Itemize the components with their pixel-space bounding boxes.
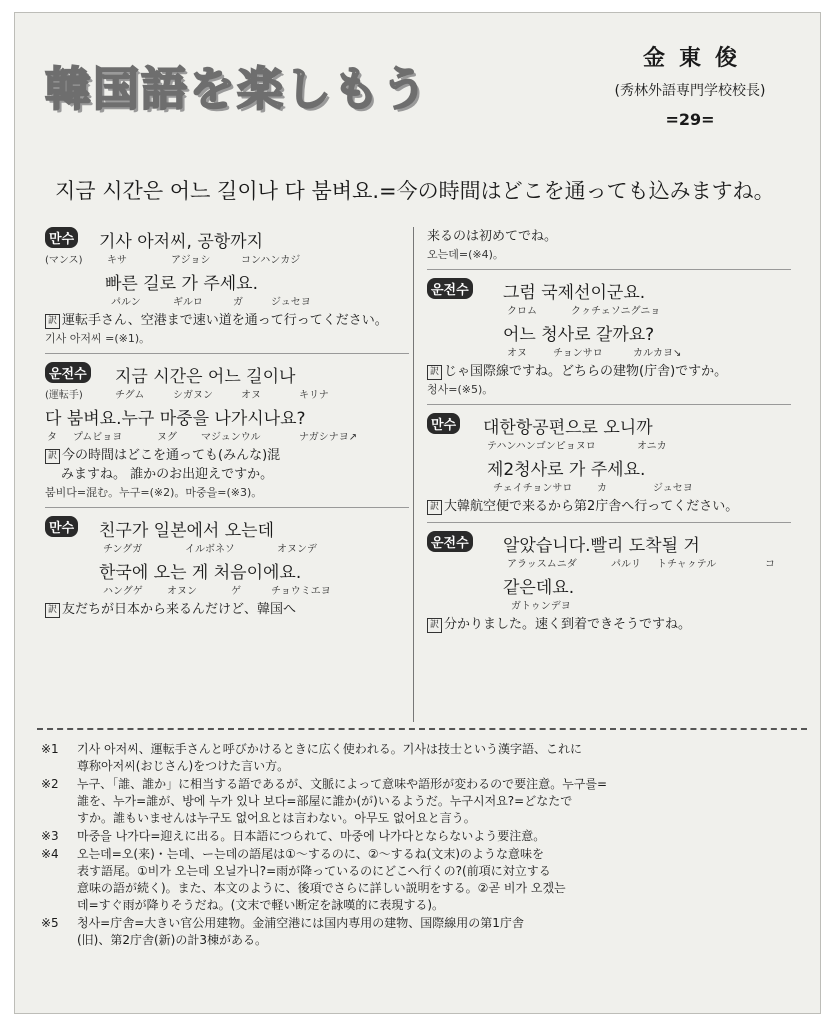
korean-text: 지금 시간은 어느 길이나: [115, 367, 296, 387]
reading-word: イルボネソ: [185, 544, 235, 555]
korean-line: [45, 404, 409, 428]
footnote-mark: ※3: [41, 829, 59, 843]
reading-line: [45, 540, 409, 558]
footnote-2: [41, 776, 801, 827]
vocab-note: 붐비다=混む。누구=(※2)。마중을=(※3)。: [45, 486, 263, 499]
korean-text: 다 붐벼요.누구 마중을 나가시나요?: [45, 409, 306, 429]
lesson-headline: 지금 시간은 어느 길이나 다 붐벼요.=今の時間はどこを通っても込みますね。: [55, 179, 775, 203]
translation-text: 友だちが日本から来るんだけど、韓国へ: [62, 602, 297, 617]
speaker-badge-mansu: 만수: [45, 227, 78, 248]
korean-text: 대한항공편으로 오니까: [483, 418, 653, 438]
author-affiliation: (秀林外語専門学校校長): [614, 83, 766, 99]
block-separator: [427, 269, 791, 270]
footnote-line: 오는데=오(来)・는데、ー는데の語尾は①〜するのに、②〜するね(文末)のような意味を: [77, 847, 545, 861]
japanese-translation-cont: みますね。 誰かのお出迎えですか。: [61, 467, 274, 482]
korean-text: 한국에 오는 게 처음이에요.: [99, 563, 302, 583]
korean-text: 제2청사로 가 주세요.: [487, 460, 646, 480]
reading-word: オヌ: [507, 348, 527, 359]
footnotes: [41, 741, 801, 950]
korean-line: [427, 413, 791, 437]
right-column: [427, 227, 791, 634]
footnote-text: [77, 828, 801, 845]
footnote-line: 기사 아저씨、運転手さんと呼びかけるときに広く使われる。기사は技士という漢字語、これに: [77, 742, 582, 756]
footnote-4: [41, 846, 801, 914]
block-separator: [427, 404, 791, 405]
reading-line: [427, 302, 791, 320]
korean-line: [45, 227, 409, 251]
translation-text: 分かりました。速く到着できそうですね。: [444, 617, 692, 632]
column-divider: [413, 227, 414, 722]
reading-word: クロム: [507, 306, 537, 317]
reading-word: チョウミエヨ: [271, 586, 331, 597]
reading-word: テハンハンゴンピョヌロ: [487, 441, 596, 452]
dialogue-block-3: [45, 516, 409, 619]
korean-text: 빠른 길로 가 주세요.: [105, 274, 258, 294]
reading-word: オヌ: [241, 390, 261, 401]
reading-word: アジョシ: [171, 255, 211, 266]
footnote-divider: [37, 728, 807, 730]
reading-word: コンハンカジ: [241, 255, 301, 266]
reading-word: ヌグ: [157, 432, 177, 443]
reading-word: クㇰチェソニグニョ: [571, 306, 661, 317]
reading-word: プムビョヨ: [73, 432, 123, 443]
korean-line: [427, 320, 791, 344]
vocab-note: 청사=(※5)。: [427, 383, 494, 396]
block-separator: [45, 507, 409, 508]
reading-line: [427, 437, 791, 455]
footnote-text: [77, 915, 801, 949]
reading-line: [45, 293, 409, 311]
footnote-mark: ※5: [41, 916, 59, 930]
speaker-badge-driver: 운전수: [427, 531, 473, 552]
footnote-3: [41, 828, 801, 845]
translation-mark: 訳: [427, 618, 442, 633]
korean-line: [427, 278, 791, 302]
reading-word: シガヌン: [173, 390, 213, 401]
speaker-badge-mansu: 만수: [427, 413, 460, 434]
reading-word: オヌン: [167, 586, 197, 597]
reading-word: (マンス): [45, 255, 83, 266]
dialogue-continuation: [427, 227, 791, 263]
reading-word: オニカ: [637, 441, 667, 452]
reading-line: [45, 582, 409, 600]
speaker-badge-mansu: 만수: [45, 516, 78, 537]
footnote-line: (旧)、第2庁舎(新)の計3棟がある。: [77, 933, 267, 947]
vocab-note: 기사 아저씨 =(※1)。: [45, 332, 151, 345]
reading-word: (運転手): [45, 390, 83, 401]
translation-text: じゃ国際線ですね。どちらの建物(庁舎)ですか。: [444, 364, 728, 379]
korean-text: 기사 아저씨, 공항까지: [99, 232, 264, 252]
reading-line: [427, 555, 791, 573]
reading-word: パルリ: [611, 559, 641, 570]
reading-word: ガトゥンデヨ: [511, 601, 571, 612]
block-separator: [427, 522, 791, 523]
reading-word: トチャㇰテル: [657, 559, 717, 570]
reading-word: カ: [597, 483, 607, 494]
translation-mark: 訳: [427, 500, 442, 515]
japanese-translation: [427, 497, 791, 516]
korean-line: [45, 269, 409, 293]
footnote-line: すか。誰もいませんは누구도 없어요とは言わない。아무도 없어요と言う。: [77, 811, 476, 825]
reading-word: ナガシナヨ↗: [299, 432, 358, 443]
reading-word: チェイチョンサロ: [493, 483, 573, 494]
reading-word: ジュセヨ: [271, 297, 311, 308]
korean-line: [45, 516, 409, 540]
reading-word: キサ: [107, 255, 127, 266]
footnote-line: 誰を、누가=誰が、방에 누가 있나 보다=部屋に誰か(が)いるようだ。누구시저요?=どなたで: [77, 794, 573, 808]
reading-word: ゲ: [231, 586, 241, 597]
footnote-1: [41, 741, 801, 775]
japanese-translation-cont: 来るのは初めてでね。: [427, 229, 558, 244]
reading-word: パルン: [111, 297, 141, 308]
reading-word: ハングゲ: [103, 586, 143, 597]
reading-word: ジュセヨ: [653, 483, 693, 494]
reading-word: コ: [765, 559, 775, 570]
reading-word: キリナ: [299, 390, 329, 401]
footnote-line: 데=すぐ雨が降りそうだね。(文末で軽い断定を詠嘆的に表現する)。: [77, 898, 445, 912]
korean-line: [427, 531, 791, 555]
footnote-mark: ※2: [41, 777, 59, 791]
reading-word: チグム: [115, 390, 145, 401]
translation-text: 大韓航空便で来るから第2庁舎へ行ってください。: [444, 499, 739, 514]
footnote-line: 意味の語が続く)。また、本文のように、後項でさらに詳しい説明をする。②곧 비가 오겠는: [77, 881, 566, 895]
reading-word: オヌンデ: [277, 544, 317, 555]
translation-mark: 訳: [427, 365, 442, 380]
korean-text: 그럼 국제선이군요.: [503, 283, 646, 303]
footnote-text: [77, 846, 801, 914]
vocab-note: 오는데=(※4)。: [427, 248, 504, 261]
footnote-mark: ※4: [41, 847, 59, 861]
translation-mark: 訳: [45, 603, 60, 618]
reading-line: [427, 597, 791, 615]
block-separator: [45, 353, 409, 354]
reading-word: ガ: [233, 297, 243, 308]
reading-word: タ: [47, 432, 57, 443]
translation-mark: 訳: [45, 449, 60, 464]
footnote-5: [41, 915, 801, 949]
reading-line: [427, 479, 791, 497]
reading-word: チングガ: [103, 544, 143, 555]
korean-line: [45, 558, 409, 582]
reading-line: [45, 386, 409, 404]
korean-line: [427, 455, 791, 479]
column-header: [15, 13, 820, 163]
reading-line: [45, 251, 409, 269]
japanese-translation: [427, 615, 791, 634]
reading-word: ギルロ: [173, 297, 203, 308]
speaker-badge-driver: 운전수: [45, 362, 91, 383]
korean-text: 어느 청사로 갈까요?: [503, 325, 655, 345]
dialogue-block-2: [45, 362, 409, 501]
footnote-line: 누구、「誰、誰か」に相当する語であるが、文脈によって意味や語形が変わるので要注意。누구를=: [77, 777, 608, 791]
korean-text: 같은데요.: [503, 578, 575, 598]
dialogue-block-1: [45, 227, 409, 347]
footnote-text: [77, 776, 801, 827]
translation-text: 運転手さん、空港まで速い道を通って行ってください。: [62, 313, 388, 328]
author-name: 金東俊: [642, 46, 751, 71]
reading-word: アラッスムニダ: [507, 559, 577, 570]
dialogue-block-6: [427, 531, 791, 634]
japanese-translation: [427, 362, 791, 381]
korean-text: 알았습니다.빨리 도착될 거: [503, 536, 700, 556]
footnote-line: 尊称아저씨(おじさん)をつけた言い方。: [77, 759, 290, 773]
reading-word: カルカヨ↘: [633, 348, 682, 359]
left-column: [45, 227, 409, 619]
japanese-translation: [45, 311, 409, 330]
footnote-text: [77, 741, 801, 775]
speaker-badge-driver: 운전수: [427, 278, 473, 299]
dialogue-block-5: [427, 413, 791, 516]
newspaper-clipping: [14, 12, 821, 1014]
translation-text: 今の時間はどこを通っても(みんな)混: [62, 448, 281, 463]
reading-word: チョンサロ: [553, 348, 603, 359]
column-title-banner: 韓国語を楽しもう: [45, 62, 429, 116]
reading-line: [427, 344, 791, 362]
footnote-line: 表す語尾。①비가 오는데 오닐가니?=雨が降っているのにどこへ行くの?(前項に対立する: [77, 864, 551, 878]
reading-word: マジュンウル: [201, 432, 261, 443]
footnote-mark: ※1: [41, 742, 59, 756]
dialogue-block-4: [427, 278, 791, 398]
reading-line: [45, 428, 409, 446]
korean-text: 친구가 일본에서 오는데: [99, 521, 275, 541]
author-block: [575, 41, 805, 129]
korean-line: [45, 362, 409, 386]
korean-line: [427, 573, 791, 597]
japanese-translation: [45, 446, 409, 465]
footnote-line: 청사=庁舎=大きい官公用建物。金浦空港には国内専用の建物、国際線用の第1庁舎: [77, 916, 524, 930]
issue-number: =29=: [665, 110, 715, 129]
translation-mark: 訳: [45, 314, 60, 329]
footnote-line: 마중을 나가다=迎えに出る。日本語につられて、마중에 나가다とならないよう要注意。: [77, 829, 546, 843]
japanese-translation: [45, 600, 409, 619]
